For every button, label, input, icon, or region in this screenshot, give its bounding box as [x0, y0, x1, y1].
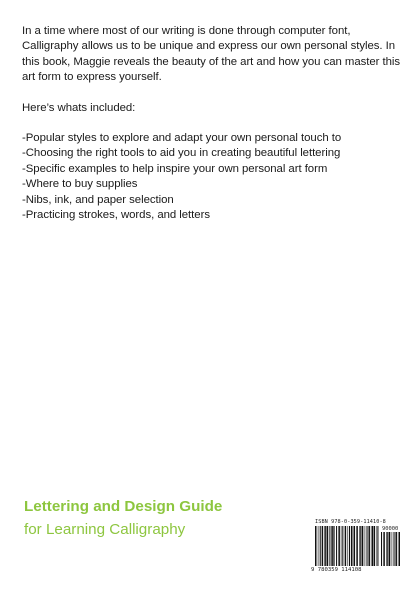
barcode-bar: [386, 532, 387, 566]
barcode-bar: [374, 526, 376, 566]
barcode-bar: [359, 526, 360, 566]
barcode-bar: [398, 532, 399, 566]
barcode-addon-number: 90000: [382, 526, 399, 532]
list-item: -Specific examples to help inspire your own personal art form: [22, 162, 328, 175]
barcode-bar: [394, 532, 395, 566]
barcode-bar: [354, 526, 355, 566]
barcode-bar: [351, 526, 353, 566]
barcode-bars: [315, 526, 379, 566]
barcode-bar: [336, 526, 337, 566]
barcode-bar: [360, 526, 361, 566]
barcode-bar: [368, 526, 370, 566]
barcode-bar: [365, 526, 366, 566]
barcode-bar: [377, 526, 378, 566]
book-title-block: [24, 497, 222, 541]
barcode-bar: [362, 526, 364, 566]
list-item: -Popular styles to explore and adapt your own personal touch to: [22, 132, 342, 145]
barcode-bar: [389, 532, 391, 566]
list-item: -Nibs, ink, and paper selection: [22, 193, 174, 206]
barcode-bar: [371, 526, 372, 566]
isbn-number: ISBN 978-0-359-11410-8: [315, 519, 386, 525]
barcode-bar: [338, 526, 340, 566]
description-block: [22, 24, 404, 223]
barcode-bar: [331, 526, 332, 566]
barcode-bar: [367, 526, 368, 566]
barcode-bar: [395, 532, 397, 566]
ean-number: 9 780359 114108: [311, 567, 362, 573]
barcode-bar: [381, 532, 382, 566]
barcode-bar: [324, 526, 325, 566]
barcode-bar: [332, 526, 334, 566]
barcode-bar: [315, 526, 317, 566]
barcode-bar: [372, 526, 373, 566]
barcode-bar: [342, 526, 343, 566]
barcode-bar: [318, 526, 319, 566]
barcode-bar: [376, 526, 377, 566]
barcode-bar: [320, 526, 321, 566]
barcode-bar: [341, 526, 342, 566]
list-item: -Choosing the right tools to aid you in creating beautiful lettering: [22, 147, 341, 160]
barcode-bar: [347, 526, 348, 566]
book-title-line1: Lettering and Design Guide: [24, 498, 223, 515]
barcode-bar: [356, 526, 358, 566]
barcode-addon-bars: [381, 532, 401, 566]
book-title-line2: for Learning Calligraphy: [24, 521, 186, 538]
barcode-bar: [329, 526, 330, 566]
isbn-barcode: [310, 517, 404, 577]
feature-list: [22, 131, 404, 223]
included-heading: Here’s whats included:: [22, 101, 136, 114]
barcode-bar: [383, 532, 385, 566]
barcode-bar: [345, 526, 347, 566]
list-item: -Where to buy supplies: [22, 178, 138, 191]
barcode-bar: [387, 532, 388, 566]
barcode-bar: [334, 526, 335, 566]
barcode-bar: [327, 526, 329, 566]
barcode-bar: [349, 526, 350, 566]
barcode-bar: [392, 532, 393, 566]
barcode-bar: [322, 526, 324, 566]
barcode-bar: [325, 526, 326, 566]
list-item: -Practicing strokes, words, and letters: [22, 209, 210, 222]
barcode-bar: [399, 532, 400, 566]
intro-paragraph: In a time where most of our writing is done through computer font, Calligraphy allows us to be unique and express our own personal styles. In this book, Maggie reveals the beauty of the art and how you can master this art form to express yourself.: [22, 25, 401, 84]
barcode-bar: [353, 526, 354, 566]
